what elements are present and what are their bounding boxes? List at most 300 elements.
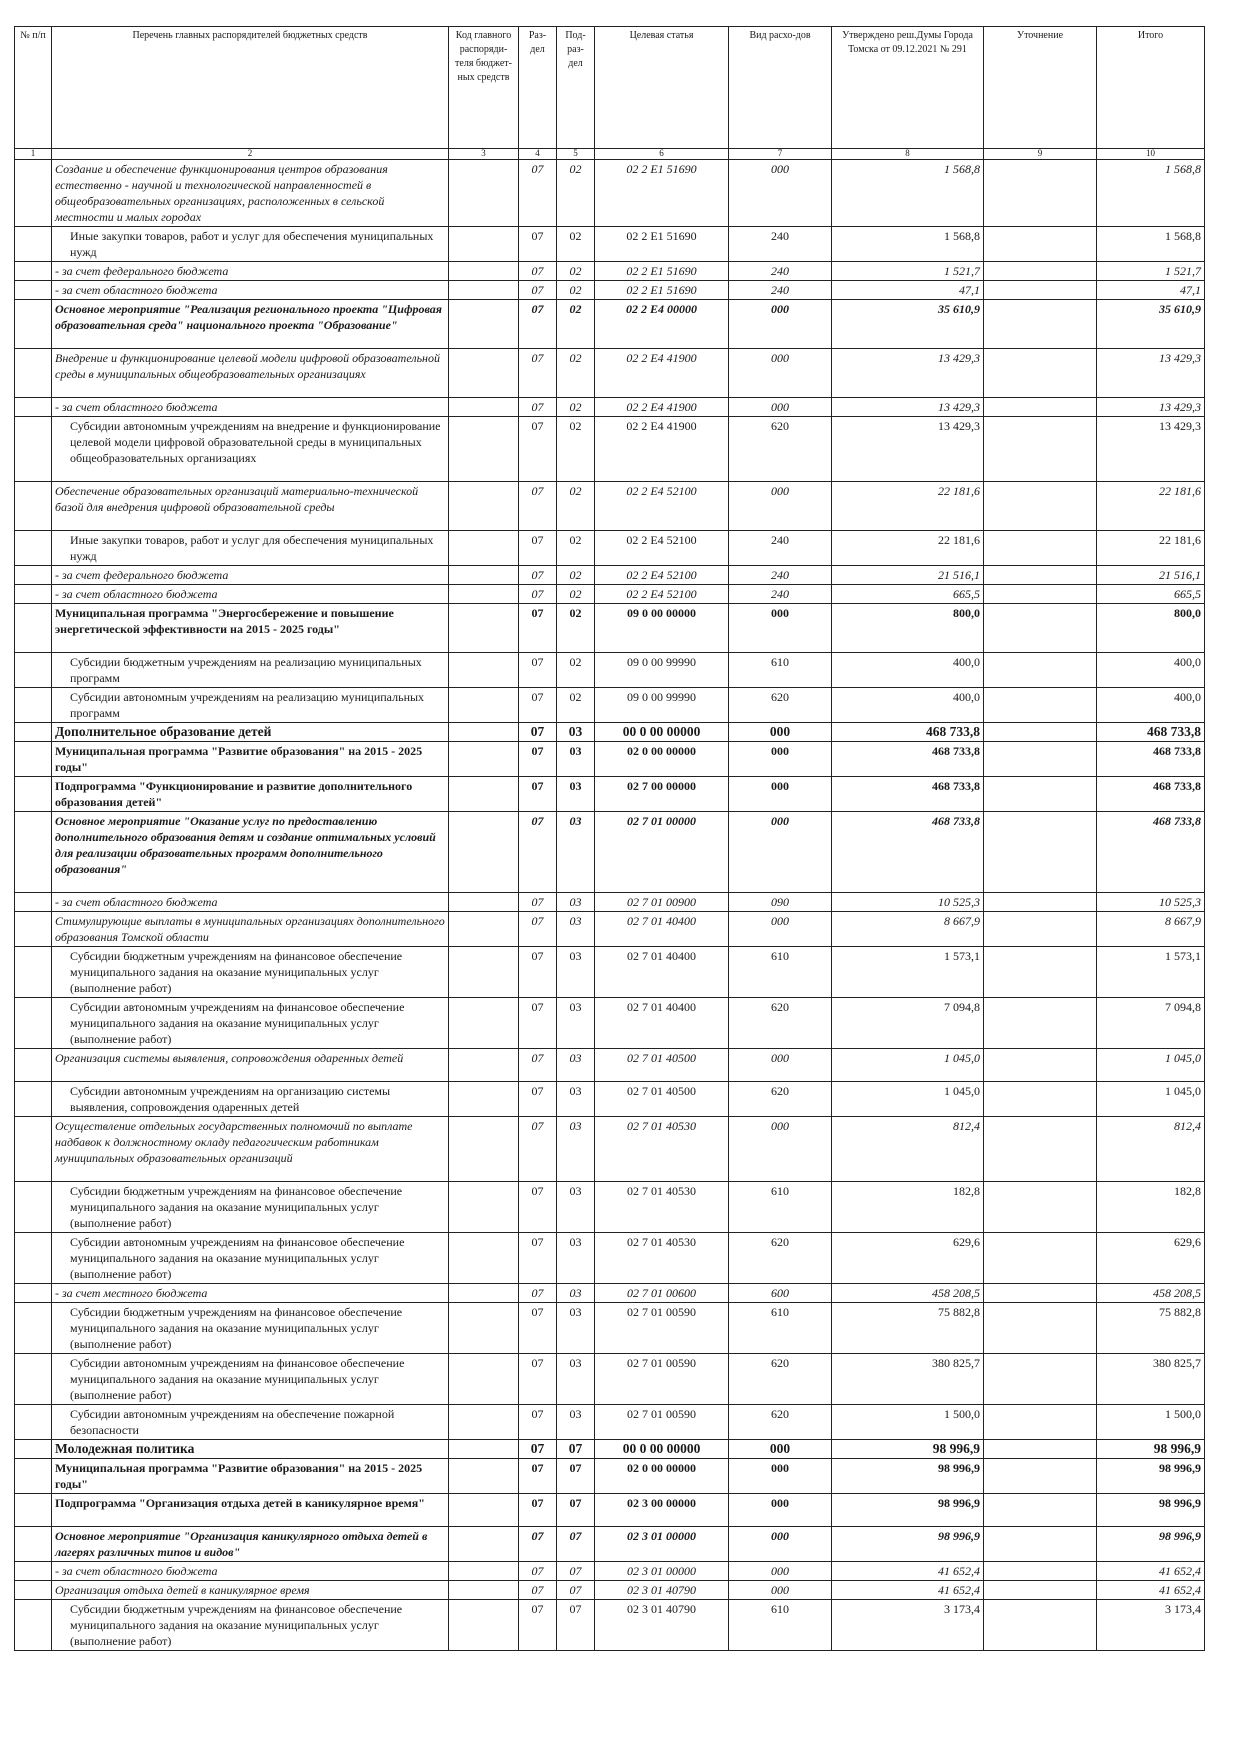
row-podrazdel-cell: 03 bbox=[557, 912, 595, 947]
row-vid-cell: 620 bbox=[729, 1405, 832, 1440]
row-name-cell: - за счет областного бюджета bbox=[52, 1562, 449, 1581]
row-razdel-cell: 07 bbox=[519, 566, 557, 585]
row-change-cell bbox=[984, 1600, 1097, 1651]
col-number: 6 bbox=[595, 149, 729, 160]
row-target-cell: 02 3 01 00000 bbox=[595, 1562, 729, 1581]
row-code-cell bbox=[449, 417, 519, 482]
row-code-cell bbox=[449, 812, 519, 893]
row-name-cell: - за счет местного бюджета bbox=[52, 1284, 449, 1303]
row-change-cell bbox=[984, 1284, 1097, 1303]
row-number-cell bbox=[15, 1562, 52, 1581]
row-name-cell: - за счет областного бюджета bbox=[52, 398, 449, 417]
row-code-cell bbox=[449, 262, 519, 281]
table-row bbox=[15, 723, 1205, 742]
table-row bbox=[15, 160, 1205, 227]
col-number: 8 bbox=[832, 149, 984, 160]
row-number-cell bbox=[15, 653, 52, 688]
row-target-cell: 02 3 01 40790 bbox=[595, 1600, 729, 1651]
row-podrazdel-cell: 03 bbox=[557, 1233, 595, 1284]
table-row bbox=[15, 482, 1205, 531]
row-total-cell: 8 667,9 bbox=[1097, 912, 1205, 947]
row-podrazdel-cell: 03 bbox=[557, 998, 595, 1049]
row-name-cell: - за счет областного бюджета bbox=[52, 281, 449, 300]
table-row bbox=[15, 349, 1205, 398]
row-target-cell: 09 0 00 99990 bbox=[595, 653, 729, 688]
row-vid-cell: 000 bbox=[729, 1494, 832, 1527]
row-name-cell: Субсидии автономным учреждениям на внедрение и функционирование целевой модели цифровой образовательной среды в муниципальных общеобразовательных организациях bbox=[52, 417, 449, 482]
row-target-cell: 02 7 01 40530 bbox=[595, 1233, 729, 1284]
row-total-cell: 41 652,4 bbox=[1097, 1562, 1205, 1581]
row-podrazdel-cell: 02 bbox=[557, 604, 595, 653]
row-number-cell bbox=[15, 398, 52, 417]
row-target-cell: 02 3 01 00000 bbox=[595, 1527, 729, 1562]
row-target-cell: 02 7 01 40500 bbox=[595, 1049, 729, 1082]
column-number-row bbox=[15, 149, 1205, 160]
row-total-cell: 182,8 bbox=[1097, 1182, 1205, 1233]
row-change-cell bbox=[984, 262, 1097, 281]
table-row bbox=[15, 300, 1205, 349]
col-header-change: Уточнение bbox=[984, 27, 1097, 149]
row-approved-cell: 13 429,3 bbox=[832, 349, 984, 398]
col-header-approved: Утверждено реш.Думы Города Томска от 09.12.2021 № 291 bbox=[832, 27, 984, 149]
row-change-cell bbox=[984, 398, 1097, 417]
row-vid-cell: 000 bbox=[729, 912, 832, 947]
row-vid-cell: 600 bbox=[729, 1284, 832, 1303]
row-number-cell bbox=[15, 947, 52, 998]
row-name-cell: Иные закупки товаров, работ и услуг для обеспечения муниципальных нужд bbox=[52, 531, 449, 566]
row-change-cell bbox=[984, 604, 1097, 653]
row-target-cell: 02 7 01 00900 bbox=[595, 893, 729, 912]
row-change-cell bbox=[984, 1117, 1097, 1182]
row-code-cell bbox=[449, 688, 519, 723]
row-name-cell: Внедрение и функционирование целевой модели цифровой образовательной среды в муниципальных общеобразовательных организациях bbox=[52, 349, 449, 398]
row-razdel-cell: 07 bbox=[519, 912, 557, 947]
row-name-cell: Организация отдыха детей в каникулярное время bbox=[52, 1581, 449, 1600]
table-row bbox=[15, 1049, 1205, 1082]
row-name-cell: Создание и обеспечение функционирования центров образования естественно - научной и технологической направленностей в общеобразовательных организациях, расположенных в сельской местности и малых городах bbox=[52, 160, 449, 227]
col-number: 9 bbox=[984, 149, 1097, 160]
row-name-cell: Подпрограмма "Функционирование и развитие дополнительного образования детей" bbox=[52, 777, 449, 812]
row-total-cell: 13 429,3 bbox=[1097, 349, 1205, 398]
row-vid-cell: 620 bbox=[729, 688, 832, 723]
row-code-cell bbox=[449, 300, 519, 349]
row-podrazdel-cell: 02 bbox=[557, 160, 595, 227]
row-approved-cell: 98 996,9 bbox=[832, 1527, 984, 1562]
col-header-podrazdel: Под-раз-дел bbox=[557, 27, 595, 149]
table-row bbox=[15, 653, 1205, 688]
row-razdel-cell: 07 bbox=[519, 531, 557, 566]
row-code-cell bbox=[449, 947, 519, 998]
row-change-cell bbox=[984, 1182, 1097, 1233]
row-approved-cell: 400,0 bbox=[832, 688, 984, 723]
table-row bbox=[15, 742, 1205, 777]
row-vid-cell: 000 bbox=[729, 1527, 832, 1562]
row-name-cell: Подпрограмма "Организация отдыха детей в каникулярное время" bbox=[52, 1494, 449, 1527]
row-target-cell: 00 0 00 00000 bbox=[595, 723, 729, 742]
table-row bbox=[15, 1303, 1205, 1354]
row-change-cell bbox=[984, 1494, 1097, 1527]
row-vid-cell: 000 bbox=[729, 1117, 832, 1182]
row-vid-cell: 610 bbox=[729, 653, 832, 688]
row-vid-cell: 610 bbox=[729, 947, 832, 998]
row-total-cell: 1 573,1 bbox=[1097, 947, 1205, 998]
row-approved-cell: 13 429,3 bbox=[832, 398, 984, 417]
row-code-cell bbox=[449, 349, 519, 398]
row-target-cell: 02 7 01 40400 bbox=[595, 947, 729, 998]
row-approved-cell: 13 429,3 bbox=[832, 417, 984, 482]
row-razdel-cell: 07 bbox=[519, 742, 557, 777]
row-approved-cell: 1 045,0 bbox=[832, 1049, 984, 1082]
row-number-cell bbox=[15, 1527, 52, 1562]
row-total-cell: 35 610,9 bbox=[1097, 300, 1205, 349]
row-razdel-cell: 07 bbox=[519, 1581, 557, 1600]
row-podrazdel-cell: 03 bbox=[557, 1049, 595, 1082]
row-approved-cell: 1 500,0 bbox=[832, 1405, 984, 1440]
row-target-cell: 02 2 E4 52100 bbox=[595, 531, 729, 566]
col-header-vid: Вид расхо-дов bbox=[729, 27, 832, 149]
row-target-cell: 02 7 01 00590 bbox=[595, 1354, 729, 1405]
row-name-cell: Основное мероприятие "Оказание услуг по предоставлению дополнительного образования детям и создание оптимальных условий для реализации образовательных программ дополнительного образования" bbox=[52, 812, 449, 893]
row-approved-cell: 468 733,8 bbox=[832, 812, 984, 893]
row-approved-cell: 75 882,8 bbox=[832, 1303, 984, 1354]
row-change-cell bbox=[984, 742, 1097, 777]
row-approved-cell: 665,5 bbox=[832, 585, 984, 604]
row-razdel-cell: 07 bbox=[519, 653, 557, 688]
row-number-cell bbox=[15, 531, 52, 566]
row-vid-cell: 240 bbox=[729, 262, 832, 281]
row-code-cell bbox=[449, 998, 519, 1049]
row-code-cell bbox=[449, 1082, 519, 1117]
row-target-cell: 02 2 E4 00000 bbox=[595, 300, 729, 349]
row-podrazdel-cell: 02 bbox=[557, 227, 595, 262]
col-header-name: Перечень главных распорядителей бюджетных средств bbox=[52, 27, 449, 149]
row-target-cell: 02 7 01 40400 bbox=[595, 998, 729, 1049]
budget-table bbox=[14, 26, 1205, 1651]
row-number-cell bbox=[15, 262, 52, 281]
row-razdel-cell: 07 bbox=[519, 1182, 557, 1233]
row-change-cell bbox=[984, 723, 1097, 742]
row-number-cell bbox=[15, 1233, 52, 1284]
row-podrazdel-cell: 02 bbox=[557, 688, 595, 723]
row-number-cell bbox=[15, 566, 52, 585]
row-razdel-cell: 07 bbox=[519, 812, 557, 893]
table-row bbox=[15, 398, 1205, 417]
row-razdel-cell: 07 bbox=[519, 1494, 557, 1527]
row-razdel-cell: 07 bbox=[519, 604, 557, 653]
row-change-cell bbox=[984, 947, 1097, 998]
row-podrazdel-cell: 02 bbox=[557, 566, 595, 585]
row-code-cell bbox=[449, 1459, 519, 1494]
row-vid-cell: 000 bbox=[729, 1459, 832, 1494]
row-approved-cell: 468 733,8 bbox=[832, 777, 984, 812]
row-number-cell bbox=[15, 998, 52, 1049]
row-razdel-cell: 07 bbox=[519, 160, 557, 227]
table-row bbox=[15, 1440, 1205, 1459]
row-vid-cell: 000 bbox=[729, 1440, 832, 1459]
row-vid-cell: 610 bbox=[729, 1182, 832, 1233]
header-row bbox=[15, 27, 1205, 149]
row-code-cell bbox=[449, 1440, 519, 1459]
row-target-cell: 00 0 00 00000 bbox=[595, 1440, 729, 1459]
row-number-cell bbox=[15, 482, 52, 531]
row-total-cell: 21 516,1 bbox=[1097, 566, 1205, 585]
row-total-cell: 380 825,7 bbox=[1097, 1354, 1205, 1405]
row-number-cell bbox=[15, 349, 52, 398]
row-change-cell bbox=[984, 160, 1097, 227]
row-podrazdel-cell: 02 bbox=[557, 398, 595, 417]
row-target-cell: 02 7 01 40530 bbox=[595, 1182, 729, 1233]
row-podrazdel-cell: 02 bbox=[557, 417, 595, 482]
row-change-cell bbox=[984, 281, 1097, 300]
row-number-cell bbox=[15, 1182, 52, 1233]
row-vid-cell: 610 bbox=[729, 1303, 832, 1354]
row-target-cell: 02 3 00 00000 bbox=[595, 1494, 729, 1527]
table-row bbox=[15, 262, 1205, 281]
row-code-cell bbox=[449, 777, 519, 812]
row-target-cell: 09 0 00 99990 bbox=[595, 688, 729, 723]
row-total-cell: 1 568,8 bbox=[1097, 227, 1205, 262]
row-target-cell: 02 3 01 40790 bbox=[595, 1581, 729, 1600]
row-name-cell: Организация системы выявления, сопровождения одаренных детей bbox=[52, 1049, 449, 1082]
table-row bbox=[15, 912, 1205, 947]
row-razdel-cell: 07 bbox=[519, 893, 557, 912]
row-number-cell bbox=[15, 1405, 52, 1440]
row-total-cell: 3 173,4 bbox=[1097, 1600, 1205, 1651]
col-number: 5 bbox=[557, 149, 595, 160]
row-target-cell: 02 2 E4 52100 bbox=[595, 566, 729, 585]
row-number-cell bbox=[15, 300, 52, 349]
row-code-cell bbox=[449, 1527, 519, 1562]
row-code-cell bbox=[449, 1049, 519, 1082]
row-vid-cell: 620 bbox=[729, 417, 832, 482]
row-podrazdel-cell: 07 bbox=[557, 1459, 595, 1494]
row-total-cell: 800,0 bbox=[1097, 604, 1205, 653]
table-row bbox=[15, 1600, 1205, 1651]
row-vid-cell: 000 bbox=[729, 300, 832, 349]
row-total-cell: 1 045,0 bbox=[1097, 1082, 1205, 1117]
table-row bbox=[15, 893, 1205, 912]
row-total-cell: 400,0 bbox=[1097, 653, 1205, 688]
row-change-cell bbox=[984, 482, 1097, 531]
row-razdel-cell: 07 bbox=[519, 688, 557, 723]
table-row bbox=[15, 227, 1205, 262]
row-razdel-cell: 07 bbox=[519, 1233, 557, 1284]
row-vid-cell: 610 bbox=[729, 1600, 832, 1651]
row-change-cell bbox=[984, 566, 1097, 585]
row-total-cell: 1 521,7 bbox=[1097, 262, 1205, 281]
row-change-cell bbox=[984, 1049, 1097, 1082]
row-target-cell: 02 7 01 40400 bbox=[595, 912, 729, 947]
row-code-cell bbox=[449, 227, 519, 262]
row-vid-cell: 000 bbox=[729, 160, 832, 227]
row-number-cell bbox=[15, 1049, 52, 1082]
row-number-cell bbox=[15, 893, 52, 912]
row-number-cell bbox=[15, 1494, 52, 1527]
row-razdel-cell: 07 bbox=[519, 585, 557, 604]
row-approved-cell: 468 733,8 bbox=[832, 742, 984, 777]
row-target-cell: 02 2 E4 41900 bbox=[595, 417, 729, 482]
row-change-cell bbox=[984, 1303, 1097, 1354]
table-row bbox=[15, 947, 1205, 998]
budget-table-sheet bbox=[14, 26, 1204, 1736]
row-vid-cell: 240 bbox=[729, 531, 832, 566]
row-vid-cell: 620 bbox=[729, 998, 832, 1049]
col-header-total: Итого bbox=[1097, 27, 1205, 149]
row-approved-cell: 10 525,3 bbox=[832, 893, 984, 912]
row-number-cell bbox=[15, 1117, 52, 1182]
row-change-cell bbox=[984, 1440, 1097, 1459]
row-code-cell bbox=[449, 893, 519, 912]
row-code-cell bbox=[449, 1494, 519, 1527]
row-vid-cell: 000 bbox=[729, 398, 832, 417]
row-approved-cell: 1 045,0 bbox=[832, 1082, 984, 1117]
row-number-cell bbox=[15, 777, 52, 812]
row-name-cell: Муниципальная программа "Развитие образования" на 2015 - 2025 годы" bbox=[52, 742, 449, 777]
row-code-cell bbox=[449, 398, 519, 417]
row-code-cell bbox=[449, 531, 519, 566]
row-vid-cell: 000 bbox=[729, 812, 832, 893]
row-approved-cell: 468 733,8 bbox=[832, 723, 984, 742]
row-podrazdel-cell: 03 bbox=[557, 893, 595, 912]
row-name-cell: - за счет областного бюджета bbox=[52, 893, 449, 912]
row-approved-cell: 21 516,1 bbox=[832, 566, 984, 585]
row-vid-cell: 000 bbox=[729, 1562, 832, 1581]
row-approved-cell: 22 181,6 bbox=[832, 482, 984, 531]
row-total-cell: 10 525,3 bbox=[1097, 893, 1205, 912]
col-number: 1 bbox=[15, 149, 52, 160]
row-code-cell bbox=[449, 1581, 519, 1600]
row-total-cell: 468 733,8 bbox=[1097, 723, 1205, 742]
row-podrazdel-cell: 07 bbox=[557, 1562, 595, 1581]
row-razdel-cell: 07 bbox=[519, 1405, 557, 1440]
col-number: 10 bbox=[1097, 149, 1205, 160]
row-change-cell bbox=[984, 227, 1097, 262]
row-target-cell: 02 7 01 40500 bbox=[595, 1082, 729, 1117]
row-total-cell: 98 996,9 bbox=[1097, 1440, 1205, 1459]
row-number-cell bbox=[15, 912, 52, 947]
row-number-cell bbox=[15, 1600, 52, 1651]
row-number-cell bbox=[15, 1284, 52, 1303]
row-total-cell: 22 181,6 bbox=[1097, 482, 1205, 531]
row-target-cell: 02 7 01 40530 bbox=[595, 1117, 729, 1182]
row-razdel-cell: 07 bbox=[519, 1284, 557, 1303]
table-row bbox=[15, 1562, 1205, 1581]
row-approved-cell: 3 173,4 bbox=[832, 1600, 984, 1651]
row-change-cell bbox=[984, 1527, 1097, 1562]
row-vid-cell: 000 bbox=[729, 349, 832, 398]
row-vid-cell: 000 bbox=[729, 742, 832, 777]
row-code-cell bbox=[449, 912, 519, 947]
row-podrazdel-cell: 07 bbox=[557, 1440, 595, 1459]
col-number: 2 bbox=[52, 149, 449, 160]
row-code-cell bbox=[449, 1562, 519, 1581]
row-razdel-cell: 07 bbox=[519, 262, 557, 281]
row-podrazdel-cell: 02 bbox=[557, 262, 595, 281]
row-change-cell bbox=[984, 585, 1097, 604]
row-code-cell bbox=[449, 723, 519, 742]
table-row bbox=[15, 1581, 1205, 1600]
row-razdel-cell: 07 bbox=[519, 947, 557, 998]
row-name-cell: Субсидии бюджетным учреждениям на реализацию муниципальных программ bbox=[52, 653, 449, 688]
row-target-cell: 02 2 E1 51690 bbox=[595, 160, 729, 227]
row-name-cell: Муниципальная программа "Энергосбережение и повышение энергетической эффективности на 2015 - 2025 годы" bbox=[52, 604, 449, 653]
row-change-cell bbox=[984, 777, 1097, 812]
row-approved-cell: 41 652,4 bbox=[832, 1562, 984, 1581]
row-code-cell bbox=[449, 482, 519, 531]
table-row bbox=[15, 1354, 1205, 1405]
table-body bbox=[15, 160, 1205, 1651]
table-row bbox=[15, 1182, 1205, 1233]
row-name-cell: Субсидии бюджетным учреждениям на финансовое обеспечение муниципального задания на оказание муниципальных услуг (выполнение работ) bbox=[52, 1303, 449, 1354]
row-podrazdel-cell: 03 bbox=[557, 947, 595, 998]
row-vid-cell: 240 bbox=[729, 566, 832, 585]
row-razdel-cell: 07 bbox=[519, 417, 557, 482]
row-target-cell: 02 7 01 00000 bbox=[595, 812, 729, 893]
row-name-cell: - за счет федерального бюджета bbox=[52, 262, 449, 281]
row-number-cell bbox=[15, 604, 52, 653]
row-change-cell bbox=[984, 417, 1097, 482]
row-code-cell bbox=[449, 653, 519, 688]
row-name-cell: Субсидии автономным учреждениям на обеспечение пожарной безопасности bbox=[52, 1405, 449, 1440]
row-podrazdel-cell: 03 bbox=[557, 1182, 595, 1233]
row-change-cell bbox=[984, 1082, 1097, 1117]
row-target-cell: 02 0 00 00000 bbox=[595, 742, 729, 777]
row-vid-cell: 000 bbox=[729, 1049, 832, 1082]
row-target-cell: 02 7 01 00590 bbox=[595, 1303, 729, 1354]
row-target-cell: 02 7 01 00600 bbox=[595, 1284, 729, 1303]
row-name-cell: - за счет областного бюджета bbox=[52, 585, 449, 604]
row-podrazdel-cell: 07 bbox=[557, 1527, 595, 1562]
row-number-cell bbox=[15, 1459, 52, 1494]
row-razdel-cell: 07 bbox=[519, 227, 557, 262]
table-row bbox=[15, 1284, 1205, 1303]
row-razdel-cell: 07 bbox=[519, 482, 557, 531]
row-podrazdel-cell: 03 bbox=[557, 1117, 595, 1182]
row-razdel-cell: 07 bbox=[519, 281, 557, 300]
row-name-cell: Субсидии бюджетным учреждениям на финансовое обеспечение муниципального задания на оказание муниципальных услуг (выполнение работ) bbox=[52, 947, 449, 998]
table-row bbox=[15, 1082, 1205, 1117]
row-code-cell bbox=[449, 585, 519, 604]
row-name-cell: Дополнительное образование детей bbox=[52, 723, 449, 742]
row-approved-cell: 35 610,9 bbox=[832, 300, 984, 349]
row-change-cell bbox=[984, 1233, 1097, 1284]
row-podrazdel-cell: 03 bbox=[557, 723, 595, 742]
table-row bbox=[15, 604, 1205, 653]
row-approved-cell: 1 568,8 bbox=[832, 227, 984, 262]
row-podrazdel-cell: 02 bbox=[557, 653, 595, 688]
row-code-cell bbox=[449, 1117, 519, 1182]
row-razdel-cell: 07 bbox=[519, 723, 557, 742]
row-target-cell: 02 2 E4 41900 bbox=[595, 398, 729, 417]
row-number-cell bbox=[15, 1440, 52, 1459]
col-number: 7 bbox=[729, 149, 832, 160]
row-name-cell: Субсидии автономным учреждениям на реализацию муниципальных программ bbox=[52, 688, 449, 723]
row-target-cell: 02 2 E4 52100 bbox=[595, 482, 729, 531]
row-approved-cell: 380 825,7 bbox=[832, 1354, 984, 1405]
row-total-cell: 98 996,9 bbox=[1097, 1459, 1205, 1494]
row-change-cell bbox=[984, 300, 1097, 349]
table-row bbox=[15, 688, 1205, 723]
row-code-cell bbox=[449, 1600, 519, 1651]
row-total-cell: 468 733,8 bbox=[1097, 742, 1205, 777]
table-row bbox=[15, 1527, 1205, 1562]
row-change-cell bbox=[984, 1459, 1097, 1494]
row-number-cell bbox=[15, 812, 52, 893]
row-approved-cell: 458 208,5 bbox=[832, 1284, 984, 1303]
row-change-cell bbox=[984, 1405, 1097, 1440]
row-approved-cell: 400,0 bbox=[832, 653, 984, 688]
row-razdel-cell: 07 bbox=[519, 1562, 557, 1581]
